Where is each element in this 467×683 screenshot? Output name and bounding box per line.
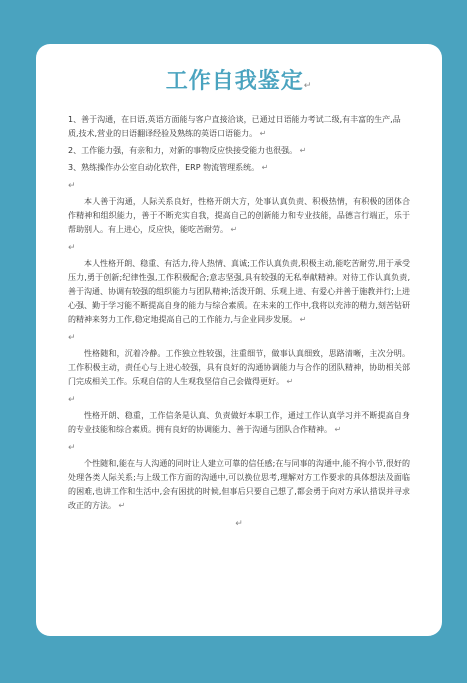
list-item [68,144,410,158]
list-item [68,161,410,175]
empty-line [68,243,410,257]
return-mark-icon: ↵ [303,81,313,91]
paragraph [68,257,410,327]
list-item-text: 2、工作能力强，有亲和力，对新的事物反应快接受能力也很强。 [68,146,298,155]
return-mark-icon: ↵ [228,225,238,234]
list-item-text: 3、熟练操作办公室自动化软件，ERP 物流管理系统。 [68,163,260,172]
list-item-text: 1、善于沟通，在日语,英语方面能与客户直接洽谈，已通过日语能力考试二级,有丰富的生产,品质,技术,营业的日语翻译经验及熟练的英语口语能力。 [68,115,401,138]
empty-line [68,443,410,457]
empty-line [68,333,410,347]
return-mark-icon: ↵ [297,146,307,155]
empty-line [68,395,410,409]
return-mark-icon: ↵ [68,243,76,253]
return-mark-icon: ↵ [68,181,76,191]
return-mark-icon: ↵ [235,519,243,529]
paragraph [68,195,410,237]
paragraph-text: 本人善于沟通，人际关系良好，性格开朗大方，处事认真负责、积极热情，有积极的团体合作精神和组织能力，善于不断充实自我，提高自己的创新能力和专业技能，品德言行端正，乐于帮助别人。有上进心，反应快，能吃苦耐劳。 [68,197,410,234]
empty-line [68,181,410,195]
return-mark-icon: ↵ [257,129,267,138]
return-mark-icon: ↵ [68,333,76,343]
page-title [68,64,410,95]
return-mark-icon: ↵ [68,395,76,405]
paragraph-text: 本人性格开朗、稳重、有活力,待人热情、真诚;工作认真负责,积极主动,能吃苦耐劳,用于承受压力,勇于创新;纪律性强,工作积极配合;意志坚强,具有较强的无私奉献精神。对待工作认真负责,善于沟通、协调有较强的组织能力与团队精神;活泼开朗、乐观上进、有爱心并善于施教并行;上进心强、勤于学习能不断提高自身的能力与综合素质。在未来的工作中,我将以充沛的精力,刻苦钻研的精神来努力工作,稳定地提高自己的工作能力,与企业同步发展。 [68,259,410,324]
return-mark-icon: ↵ [68,443,76,453]
return-mark-icon: ↵ [259,163,269,172]
return-mark-icon: ↵ [116,501,126,510]
list-item [68,113,410,141]
paragraph [68,457,410,513]
paragraph-text: 性格随和，沉着冷静。工作独立性较强，注重细节，做事认真细致，思路清晰，主次分明。工作积极主动，责任心与上进心较强，具有良好的沟通协调能力与合作的团队精神，协助相关部门完成相关工作。乐观自信的人生观我坚信自己会做得更好。 [68,349,410,386]
paragraph [68,409,410,437]
skills-list [68,113,410,175]
return-mark-icon: ↵ [332,425,342,434]
return-mark-icon: ↵ [297,315,307,324]
return-mark-icon: ↵ [284,377,294,386]
paragraph-text: 个性随和,能在与人沟通的同时让人建立可靠的信任感;在与同事的沟通中,能不拘小节,很好的处理各类人际关系;与上级工作方面的沟通中,可以换位思考,理解对方工作要求的具体想法及面临的困难,也讲工作和生活中,会有困扰的时候,但事后只要自己想了,都会勇于向对方承认措误并寻求改正的方法。 [68,459,410,510]
paragraph [68,347,410,389]
title-text: 工作自我鉴定 [165,69,304,94]
document-page [36,44,442,636]
paragraph-text: 性格开朗、稳重，工作信条是认真、负责做好本职工作，通过工作认真学习并不断提高自身的专业技能和综合素质。拥有良好的协调能力、善于沟通与团队合作精神。 [68,411,410,434]
empty-line [68,519,410,529]
